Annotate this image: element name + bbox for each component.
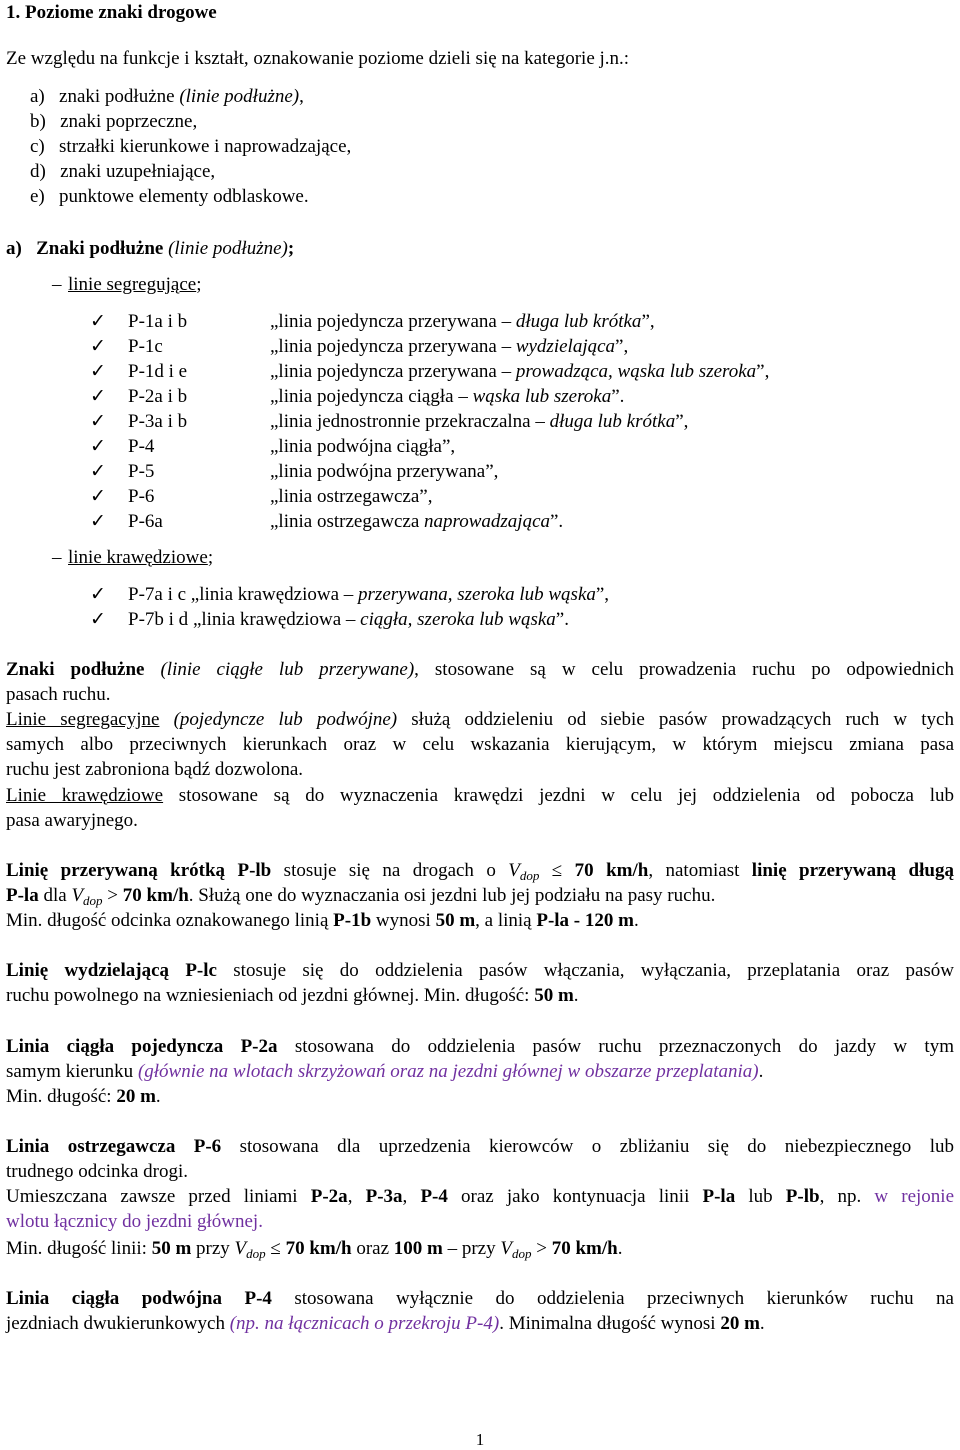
list-letter: c) xyxy=(30,136,45,157)
marking-code: P-1d i e xyxy=(128,361,188,382)
text-line: Linie krawędziowe stosowane są do wyznaczenia krawędzi jezdni w celu jej oddzielenia od pobocza lub xyxy=(6,785,954,806)
text-line: pasa awaryjnego. xyxy=(6,810,138,831)
marking-code: P-5 xyxy=(128,461,155,482)
list-letter: b) xyxy=(30,111,46,132)
list-text: strzałki kierunkowe i naprowadzające, xyxy=(59,136,352,157)
text-line: Linię przerywaną krótką P-lb stosuje się na drogach o $V_{dop} \le 70$ km/h, natomiast linię przerywaną długą xyxy=(6,860,954,883)
marking-description: „linia pojedyncza przerywana – długa lub krótka”, xyxy=(270,311,655,332)
text-line: pasach ruchu. xyxy=(6,684,111,705)
text-line: Min. długość odcinka oznakowanego linią P-1b wynosi 50 m, a linią P-la - 120 m. xyxy=(6,910,639,931)
list-text: znaki uzupełniające, xyxy=(60,161,216,182)
text-line: ruchu powolnego na wzniesieniach od jezdni głównej. Min. długość: 50 m. xyxy=(6,985,579,1006)
text-line: Linia ostrzegawcza P-6 stosowana dla uprzedzenia kierowców o zbliżaniu się do niebezpiecznego lub xyxy=(6,1136,954,1157)
check-icon: ✓ xyxy=(90,486,106,507)
text-line: Linie segregacyjne (pojedyncze lub podwójne) służą oddzieleniu od siebie pasów prowadzących ruch w tych xyxy=(6,709,954,730)
text-line: Linia ciągła podwójna P-4 stosowana wyłącznie do oddzielenia przeciwnych kierunków ruchu na xyxy=(6,1288,954,1309)
text-line: samym kierunku (głównie na wlotach skrzyżowań oraz na jezdni głównej w obszarze przeplatania). xyxy=(6,1061,764,1082)
list-text: znaki poprzeczne, xyxy=(60,111,198,132)
list-letter: e) xyxy=(30,186,45,207)
list-item xyxy=(30,159,954,184)
marking-description: „linia podwójna przerywana”, xyxy=(270,461,499,482)
text-line: P-la dla $V_{dop} > 70$ km/h. Służą one do wyznaczania osi jezdni lub jej podziału na pasy ruchu. xyxy=(6,885,716,908)
check-icon: ✓ xyxy=(90,436,106,457)
check-icon: ✓ xyxy=(90,461,106,482)
marking-entry: P-7a i c „linia krawędziowa – przerywana, szeroka lub wąska”, xyxy=(128,584,610,605)
dash: – xyxy=(52,547,62,568)
text-line: wlotu łącznicy do jezdni głównej. xyxy=(6,1211,263,1232)
check-icon: ✓ xyxy=(90,311,106,332)
section-heading xyxy=(6,236,954,261)
list-note: (linie podłużne) xyxy=(179,86,300,107)
list-text: znaki podłużne xyxy=(59,86,180,107)
text-line: samych albo przeciwnych kierunkach oraz w celu wskazania kierującym, w którym miejscu zmiana pasa xyxy=(6,734,954,755)
dash: – xyxy=(52,274,62,295)
section-letter: a) xyxy=(6,238,22,259)
section-note: (linie podłużne) xyxy=(168,238,288,259)
list-item xyxy=(30,184,954,209)
marking-code: P-6 xyxy=(128,486,155,507)
subgroup-label: linie segregujące xyxy=(68,274,197,295)
subgroup-tail: ; xyxy=(196,274,202,295)
marking-code: P-4 xyxy=(128,436,155,457)
marking-description: „linia pojedyncza przerywana – wydzielająca”, xyxy=(270,336,629,357)
marking-code: P-2a i b xyxy=(128,386,188,407)
marking-description: „linia ostrzegawcza naprowadzająca”. xyxy=(270,511,564,532)
text-line: Znaki podłużne (linie ciągłe lub przerywane), stosowane są w celu prowadzenia ruchu po odpowiednich xyxy=(6,659,955,680)
check-icon: ✓ xyxy=(90,584,106,605)
marking-code: P-1a i b xyxy=(128,311,188,332)
text-line: jezdniach dwukierunkowych (np. na łącznicach o przekroju P-4). Minimalna długość wynosi 20 m. xyxy=(6,1313,765,1334)
list-item xyxy=(30,134,954,159)
marking-entry: P-7b i d „linia krawędziowa – ciągła, szeroka lub wąska”. xyxy=(128,609,569,630)
marking-code: P-6a xyxy=(128,511,163,532)
list-letter: a) xyxy=(30,86,45,107)
marking-description: „linia jednostronnie przekraczalna – długa lub krótka”, xyxy=(270,411,689,432)
list-letter: d) xyxy=(30,161,46,182)
check-icon: ✓ xyxy=(90,511,106,532)
marking-description: „linia pojedyncza przerywana – prowadząca, wąska lub szeroka”, xyxy=(270,361,770,382)
section-tail: ; xyxy=(287,238,295,259)
text-line: Min. długość: 20 m. xyxy=(6,1086,161,1107)
list-text: punktowe elementy odblaskowe. xyxy=(59,186,309,207)
text-line: ruchu jest zabroniona bądź dozwolona. xyxy=(6,759,304,780)
marking-description: „linia podwójna ciągła”, xyxy=(270,436,456,457)
marking-description: „linia pojedyncza ciągła – wąska lub szeroka”. xyxy=(270,386,625,407)
page-heading: 1. Poziome znaki drogowe xyxy=(6,2,217,23)
text-line: Umieszczana zawsze przed liniami P-2a, P-3a, P-4 oraz jako kontynuacja linii P-la lub P-lb, np. w rejonie xyxy=(6,1186,955,1207)
check-icon: ✓ xyxy=(90,411,106,432)
text-line: trudnego odcinka drogi. xyxy=(6,1161,189,1182)
list-item xyxy=(30,109,954,134)
check-icon: ✓ xyxy=(90,386,106,407)
page-number: 1 xyxy=(475,1430,485,1449)
marking-code: P-3a i b xyxy=(128,411,188,432)
check-icon: ✓ xyxy=(90,609,106,630)
text-line: Linię wydzielającą P-lc stosuje się do oddzielenia pasów włączania, wyłączania, przeplatania oraz pasów xyxy=(6,960,954,981)
list-item xyxy=(30,84,954,109)
marking-code: P-1c xyxy=(128,336,163,357)
marking-description: „linia ostrzegawcza”, xyxy=(270,486,433,507)
subgroup-tail: ; xyxy=(207,547,214,568)
subgroup-label: linie krawędziowe xyxy=(68,547,208,568)
section-title: Znaki podłużne xyxy=(36,238,164,259)
list-tail: , xyxy=(299,86,304,107)
check-icon: ✓ xyxy=(90,336,106,357)
text-line: Linia ciągła pojedyncza P-2a stosowana do oddzielenia pasów ruchu przeznaczonych do jazdy w tym xyxy=(6,1036,954,1057)
intro-text: Ze względu na funkcje i kształt, oznakowanie poziome dzieli się na kategorie j.n.: xyxy=(6,48,630,69)
text-line: Min. długość linii: 50 m przy $V_{dop} \le 70$ km/h oraz 100 m – przy $V_{dop} > 70$ km/h. xyxy=(6,1238,623,1261)
check-icon: ✓ xyxy=(90,361,106,382)
